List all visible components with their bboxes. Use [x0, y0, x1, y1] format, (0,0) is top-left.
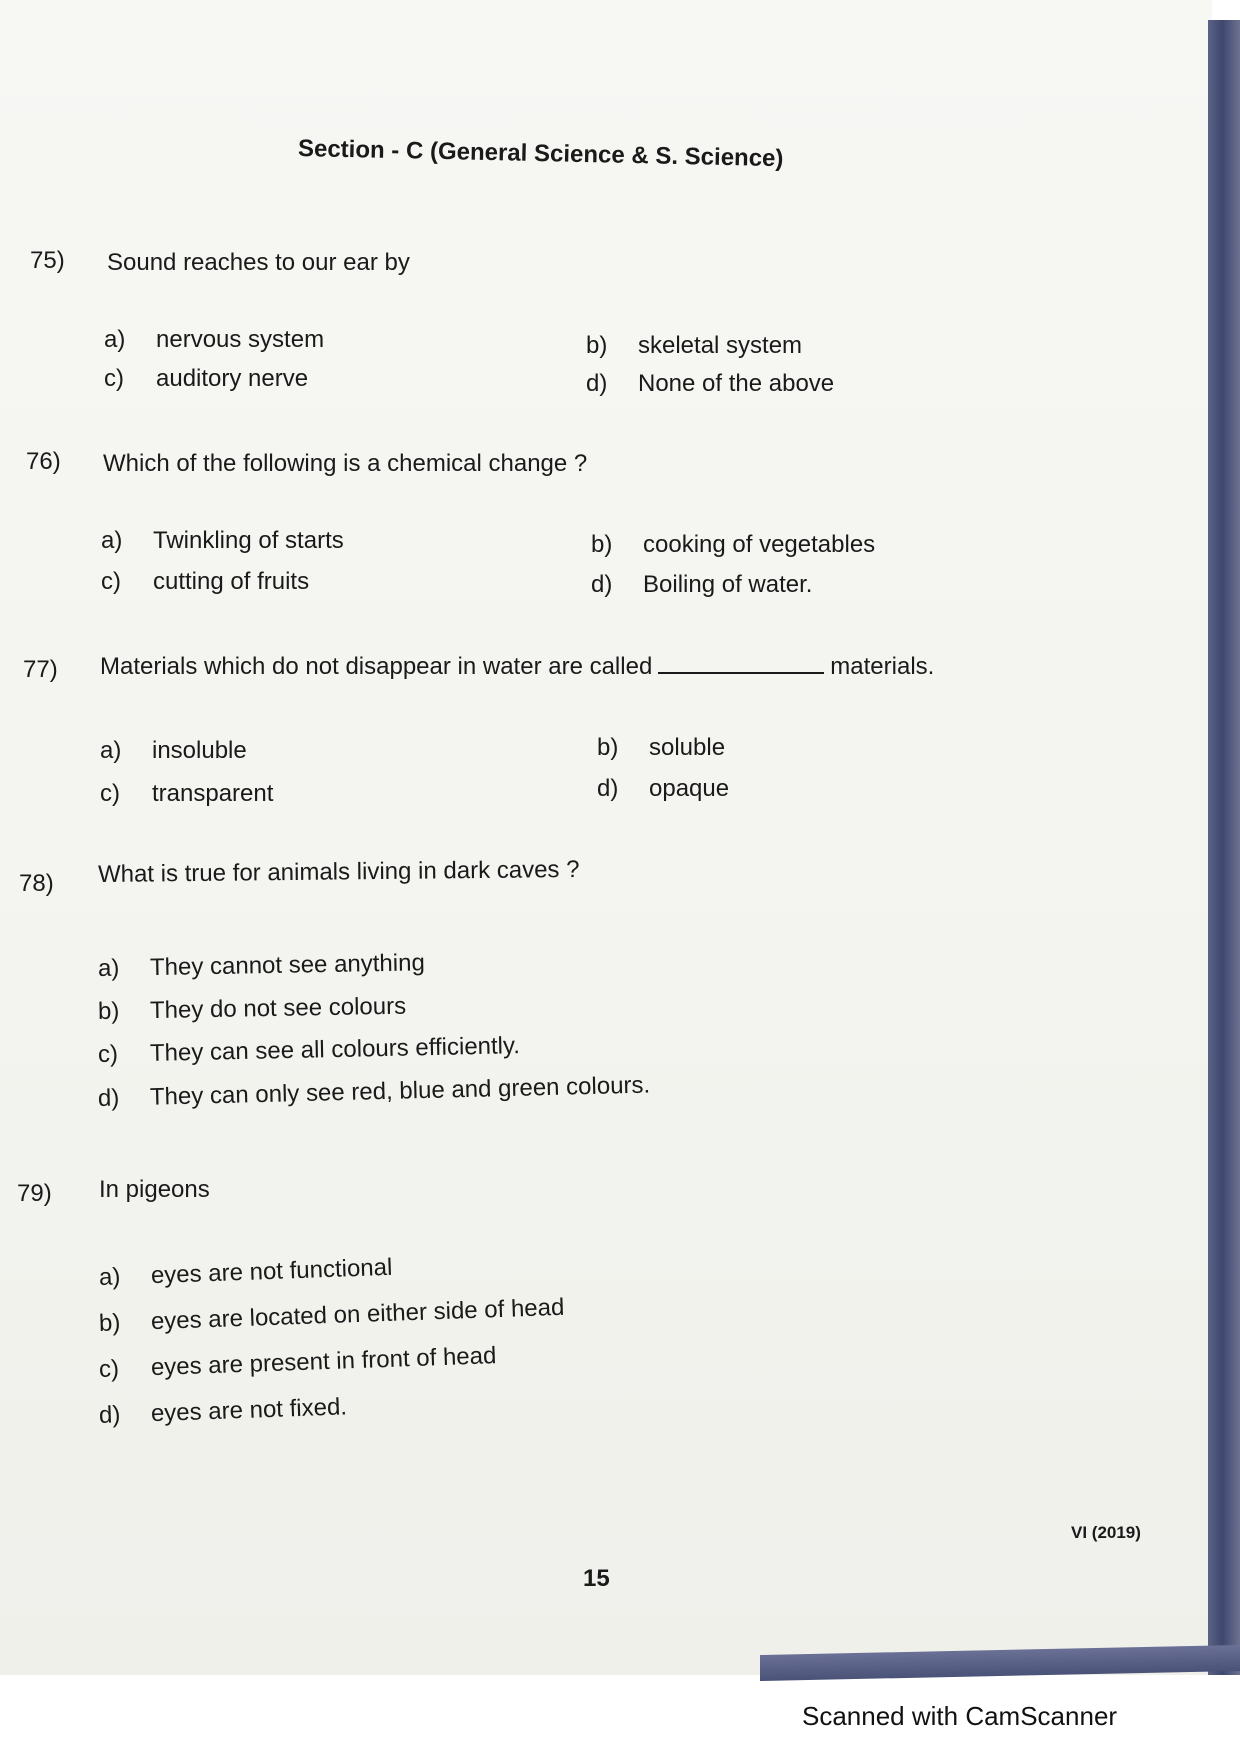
option-c[interactable] — [104, 365, 308, 393]
option-letter: b) — [97, 997, 120, 1025]
option-d[interactable] — [586, 370, 834, 398]
scanner-watermark: Scanned with CamScanner — [802, 1701, 1118, 1731]
option-text: eyes are present in front of head — [150, 1342, 497, 1382]
option-letter: c) — [97, 1040, 119, 1068]
option-text: None of the above — [638, 370, 835, 397]
option-text: eyes are not functional — [150, 1253, 393, 1290]
option-d[interactable] — [98, 1072, 651, 1113]
option-c[interactable] — [101, 568, 309, 596]
question-number: 75) — [30, 247, 65, 274]
option-a[interactable] — [101, 527, 344, 555]
option-letter: a) — [104, 326, 126, 353]
section-title: Section - C (General Science & S. Science) — [297, 135, 784, 173]
question-text: What is true for animals living in dark caves ? — [97, 855, 580, 888]
answer-blank — [658, 672, 824, 674]
option-d[interactable] — [597, 775, 729, 803]
option-a[interactable] — [100, 737, 247, 765]
option-c[interactable] — [98, 1032, 520, 1069]
option-text: cutting of fruits — [153, 568, 310, 595]
paper-code: VI (2019) — [1071, 1523, 1141, 1542]
option-text: They can see all colours efficiently. — [149, 1032, 521, 1067]
question-number: 77) — [23, 656, 58, 683]
option-letter: d) — [597, 775, 619, 802]
option-letter: a) — [97, 954, 120, 982]
option-letter: b) — [591, 531, 613, 558]
option-text: Twinkling of starts — [153, 527, 344, 554]
option-letter: b) — [586, 332, 608, 359]
scan-edge-right — [1208, 20, 1240, 1675]
option-letter: a) — [100, 737, 122, 764]
option-letter: a) — [101, 527, 123, 554]
option-letter: a) — [98, 1263, 121, 1291]
option-text: soluble — [649, 734, 726, 761]
question-text: Sound reaches to our ear by — [107, 249, 410, 276]
option-letter: c) — [100, 780, 120, 807]
option-a[interactable] — [104, 326, 324, 354]
option-c[interactable] — [99, 1342, 497, 1384]
option-d[interactable] — [591, 571, 812, 599]
option-c[interactable] — [100, 780, 273, 808]
option-text: cooking of vegetables — [643, 531, 876, 558]
option-letter: d) — [591, 571, 613, 598]
question-number: 76) — [26, 448, 61, 475]
option-a[interactable] — [99, 1254, 393, 1292]
option-text: eyes are not fixed. — [150, 1393, 348, 1428]
question-text-after-blank: materials. — [830, 653, 935, 680]
option-text: auditory nerve — [156, 365, 309, 392]
option-text: They can only see red, blue and green colours. — [149, 1071, 651, 1111]
option-letter: c) — [104, 365, 124, 392]
option-text: Boiling of water. — [643, 571, 813, 598]
option-letter: b) — [597, 734, 619, 761]
option-text: They do not see colours — [149, 992, 407, 1025]
option-a[interactable] — [98, 949, 425, 983]
option-letter: c) — [101, 568, 121, 595]
option-d[interactable] — [99, 1393, 348, 1430]
option-text: nervous system — [156, 326, 325, 353]
option-b[interactable] — [597, 734, 725, 762]
option-letter: b) — [98, 1309, 121, 1337]
page-number: 15 — [583, 1565, 610, 1592]
option-text: eyes are located on either side of head — [150, 1293, 565, 1336]
option-letter: d) — [97, 1084, 120, 1112]
option-b[interactable] — [591, 531, 875, 559]
option-text: opaque — [649, 775, 730, 802]
question-number: 79) — [17, 1180, 52, 1207]
option-text: They cannot see anything — [149, 949, 426, 982]
option-text: skeletal system — [638, 332, 803, 359]
question-text: In pigeons — [99, 1176, 210, 1203]
question-text: Which of the following is a chemical change ? — [103, 450, 588, 477]
question-number: 78) — [19, 870, 54, 897]
option-letter: c) — [98, 1355, 120, 1383]
option-b[interactable] — [99, 1294, 565, 1338]
option-letter: d) — [586, 370, 608, 397]
option-letter: d) — [98, 1401, 121, 1429]
option-b[interactable] — [98, 993, 407, 1026]
option-text: insoluble — [152, 737, 247, 764]
option-b[interactable] — [586, 332, 802, 360]
question-text-before-blank: Materials which do not disappear in water are called — [100, 653, 653, 680]
option-text: transparent — [152, 780, 274, 807]
question-text — [100, 653, 934, 681]
